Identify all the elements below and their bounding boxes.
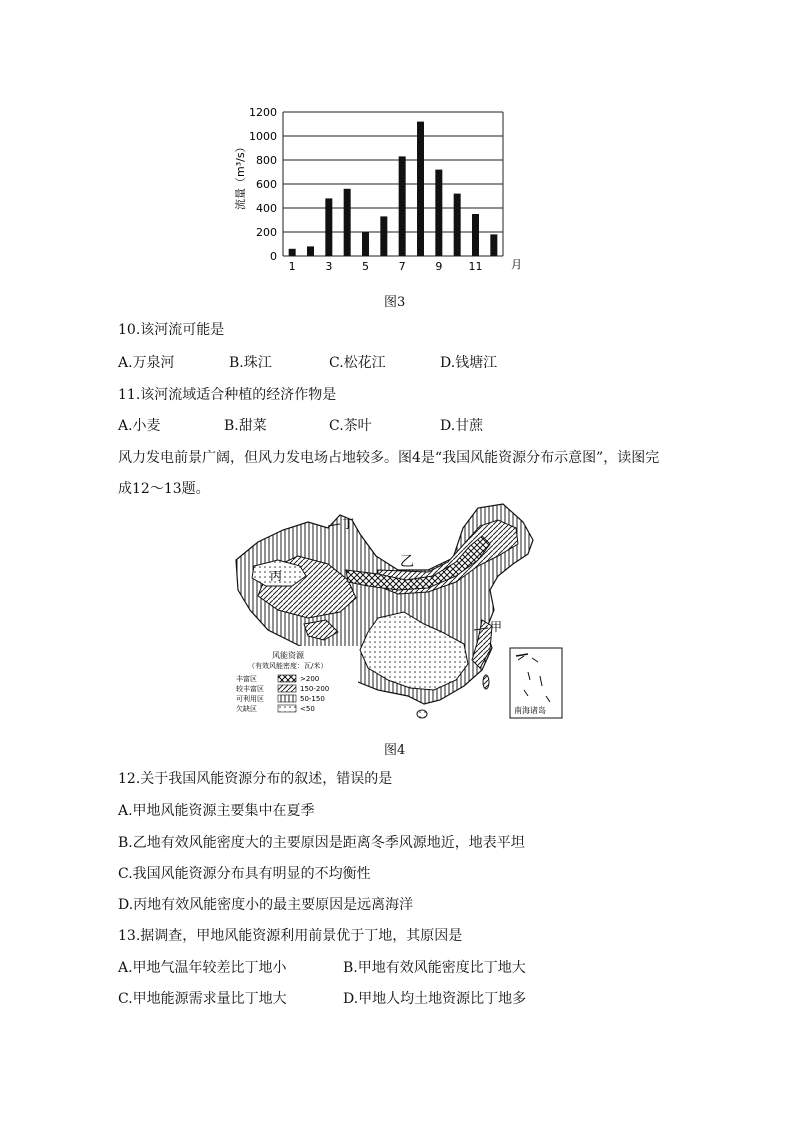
- q13-option-a: A.甲地气温年较差比丁地小: [118, 960, 287, 976]
- legend-item-usable-name: 可利用区: [236, 695, 264, 703]
- legend-item-rich-name: 丰富区: [236, 675, 257, 683]
- chart-x-tick-label: 7: [398, 260, 406, 273]
- chart-y-tick-label: 1200: [249, 106, 277, 119]
- chart-y-tick-label: 0: [270, 250, 277, 263]
- legend-item-fairly-rich-swatch: [278, 685, 296, 692]
- legend-title: 风能资源: [272, 651, 304, 660]
- chart-bar-month-3: [325, 198, 332, 256]
- q11-option-a: A.小麦: [118, 418, 161, 434]
- chart-y-tick-label: 400: [256, 202, 277, 215]
- map-label-ding: 丁: [342, 517, 355, 531]
- figure3-caption: 图3: [384, 295, 406, 310]
- q12-option-b: B.乙地有效风能密度大的主要原因是距离冬季风源地近，地表平坦: [118, 835, 525, 851]
- chart-gridlines: [283, 112, 503, 256]
- legend-item-lacking-range: <50: [300, 705, 315, 713]
- chart-bar-month-5: [362, 232, 369, 256]
- legend-item-fairly-rich-range: 150-200: [300, 685, 330, 693]
- legend-item-usable-swatch: [278, 695, 296, 702]
- chart-bars: [289, 122, 498, 256]
- chart-bar-month-9: [435, 170, 442, 256]
- q10-option-a: A.万泉河: [118, 355, 175, 371]
- chart-x-tick-label: 3: [325, 260, 333, 273]
- chart-bar-month-11: [472, 214, 479, 256]
- intro-line-1: 风力发电前景广阔，但风力发电场占地较多。图4是“我国风能资源分布示意图”，读图完: [118, 450, 660, 466]
- legend-subtitle: （有效风能密度：瓦/米）: [248, 662, 328, 670]
- wind-resource-map: [228, 500, 564, 722]
- map-legend: [232, 646, 358, 722]
- legend-item-usable-range: 50-150: [300, 695, 325, 703]
- legend-item-rich-range: >200: [300, 675, 320, 683]
- south-china-sea-inset: [510, 648, 562, 718]
- chart-bar-month-8: [417, 122, 424, 256]
- chart-bar-month-4: [344, 189, 351, 256]
- q13-option-d: D.甲地人均土地资源比丁地多: [343, 991, 527, 1007]
- q10-option-c: C.松花江: [329, 355, 386, 371]
- chart-y-tick-label: 1000: [249, 130, 277, 143]
- q13-stem: 13.据调查，甲地风能资源利用前景优于丁地，其原因是: [118, 928, 463, 944]
- q11-stem: 11.该河流域适合种植的经济作物是: [118, 387, 337, 403]
- chart-bar-month-6: [380, 216, 387, 256]
- intro-line-2: 成12～13题。: [118, 481, 210, 497]
- chart-x-tick-label: 5: [362, 260, 369, 273]
- q10-option-d: D.钱塘江: [440, 355, 498, 371]
- figure4-caption: 图4: [384, 743, 406, 758]
- inset-label: 南海诸岛: [514, 706, 546, 715]
- q12-option-a: A.甲地风能资源主要集中在夏季: [118, 803, 315, 819]
- map-taiwan: [483, 675, 489, 689]
- legend-item-fairly-rich-name: 较丰富区: [236, 685, 264, 693]
- map-label-yi: 乙: [400, 554, 414, 570]
- chart-y-axis-label: 流量（m³/s）: [234, 141, 247, 210]
- q10-stem: 10.该河流可能是: [118, 322, 225, 338]
- q10-option-b: B.珠江: [229, 355, 272, 371]
- chart-y-tick-label: 200: [256, 226, 277, 239]
- q13-option-c: C.甲地能源需求量比丁地大: [118, 991, 287, 1007]
- chart-bar-month-1: [289, 249, 296, 256]
- legend-item-lacking-name: 欠缺区: [236, 705, 257, 713]
- q11-option-d: D.甘蔗: [440, 418, 484, 434]
- legend-item-lacking-swatch: [278, 705, 296, 712]
- map-hainan: [417, 710, 427, 718]
- q13-option-b: B.甲地有效风能密度比丁地大: [343, 960, 526, 976]
- map-label-bing: 丙: [270, 569, 283, 583]
- chart-x-axis-label: 月: [511, 258, 522, 271]
- q11-option-b: B.甜菜: [224, 418, 267, 434]
- chart-y-tick-labels: [249, 106, 277, 263]
- chart-bar-month-2: [307, 246, 314, 256]
- q12-stem: 12.关于我国风能资源分布的叙述，错误的是: [118, 771, 393, 787]
- chart-x-tick-label: 11: [468, 260, 483, 273]
- map-label-jia: 甲: [490, 620, 503, 634]
- chart-bar-month-12: [490, 234, 497, 256]
- chart-y-tick-label: 600: [256, 178, 277, 191]
- chart-x-tick-label: 1: [288, 260, 296, 273]
- q12-option-d: D.丙地有效风能密度小的最主要原因是远离海洋: [118, 897, 414, 913]
- river-flow-chart: [225, 98, 525, 278]
- q12-option-c: C.我国风能资源分布具有明显的不均衡性: [118, 866, 371, 882]
- chart-x-tick-label: 9: [435, 260, 443, 273]
- chart-bar-month-10: [454, 194, 461, 256]
- chart-x-tick-labels: [289, 260, 483, 273]
- legend-item-rich-swatch: [278, 675, 296, 682]
- chart-y-tick-label: 800: [256, 154, 277, 167]
- chart-bar-month-7: [399, 156, 406, 256]
- q11-option-c: C.茶叶: [329, 418, 372, 434]
